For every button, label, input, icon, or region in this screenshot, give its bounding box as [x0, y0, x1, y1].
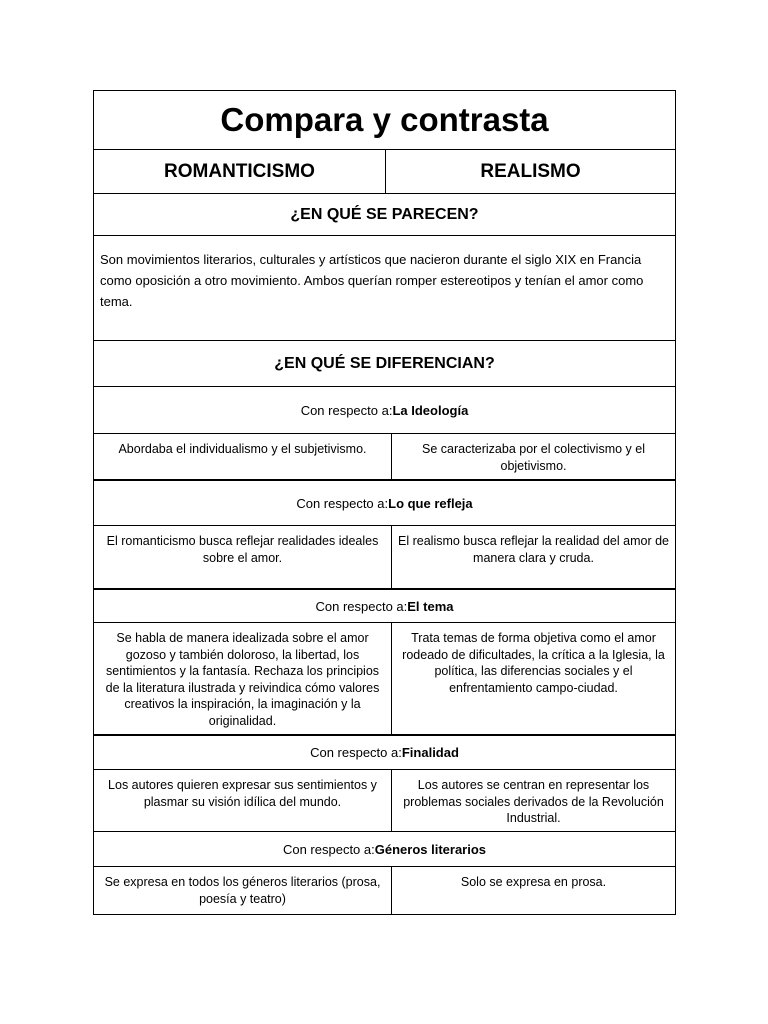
compare-row-ideologia: [94, 434, 675, 481]
column-headers: [94, 150, 675, 194]
aspect-row-refleja: [94, 481, 675, 526]
respect-prefix: Con respecto a:: [296, 495, 389, 511]
realismo-cell: Los autores se centran en representar los problemas sociales derivados de la Revolución Industrial.: [403, 778, 664, 825]
title-row: [94, 91, 675, 150]
page-title: Compara y contrasta: [220, 101, 549, 138]
aspect-row-tema: [94, 590, 675, 623]
aspect-name: La Ideología: [392, 402, 469, 418]
compare-row-finalidad: [94, 770, 675, 832]
compare-row-tema: [94, 623, 675, 736]
compare-row-generos: [94, 867, 675, 914]
aspect-label: [94, 387, 675, 433]
aspect-row-ideologia: [94, 387, 675, 434]
aspect-label: [94, 590, 675, 622]
different-heading: ¿EN QUÉ SE DIFERENCIAN?: [274, 354, 495, 372]
compare-table: [93, 90, 676, 915]
aspect-name: Lo que refleja: [388, 495, 473, 511]
aspect-name: Géneros literarios: [374, 841, 487, 857]
romanticismo-cell: Los autores quieren expresar sus sentimientos y plasmar su visión idílica del mundo.: [94, 770, 392, 831]
realismo-cell: El realismo busca reflejar la realidad del amor de manera clara y cruda.: [398, 534, 669, 565]
aspect-label: [94, 736, 675, 769]
aspect-label: [94, 832, 675, 866]
romanticismo-cell: El romanticismo busca reflejar realidades ideales sobre el amor.: [94, 526, 392, 588]
respect-prefix: Con respecto a:: [282, 841, 375, 857]
compare-row-refleja: [94, 526, 675, 590]
aspect-row-finalidad: [94, 736, 675, 770]
aspect-name: Finalidad: [401, 745, 459, 760]
aspect-label: [94, 481, 675, 525]
romanticismo-cell: Abordaba el individualismo y el subjetivismo.: [94, 434, 392, 479]
respect-prefix: Con respecto a:: [300, 402, 393, 418]
romanticismo-cell: Se habla de manera idealizada sobre el amor gozoso y también doloroso, la libertad, los sentimientos y la fantasía. Rechaza los principios de la literatura ilustrada y reivindica cómo valores creativos la inspiración, la imaginación y la originalidad.: [94, 623, 392, 734]
realismo-cell: Se caracterizaba por el colectivismo y el objetivismo.: [421, 442, 645, 473]
respect-prefix: Con respecto a:: [310, 745, 402, 760]
column-header-realismo: REALISMO: [480, 160, 581, 182]
similar-heading-row: [94, 194, 675, 236]
aspect-row-generos: [94, 832, 675, 867]
romanticismo-cell: Se expresa en todos los géneros literarios (prosa, poesía y teatro): [94, 867, 392, 914]
aspect-name: El tema: [407, 598, 454, 614]
similar-text-row: [94, 236, 675, 341]
realismo-cell: Solo se expresa en prosa.: [460, 875, 607, 889]
column-header-romanticismo: ROMANTICISMO: [94, 150, 386, 193]
similar-heading: ¿EN QUÉ SE PARECEN?: [290, 205, 479, 223]
different-heading-row: [94, 341, 675, 387]
similar-text: Son movimientos literarios, culturales y artísticos que nacieron durante el siglo XIX en Francia como oposición a otro movimiento. Ambos querían romper estereotipos y tenían el amor como tema.: [100, 252, 644, 309]
realismo-cell: Trata temas de forma objetiva como el amor rodeado de dificultades, la crítica a la Iglesia, la política, las diferencias sociales y el enfrentamiento campo-ciudad.: [402, 631, 665, 695]
respect-prefix: Con respecto a:: [315, 598, 408, 614]
